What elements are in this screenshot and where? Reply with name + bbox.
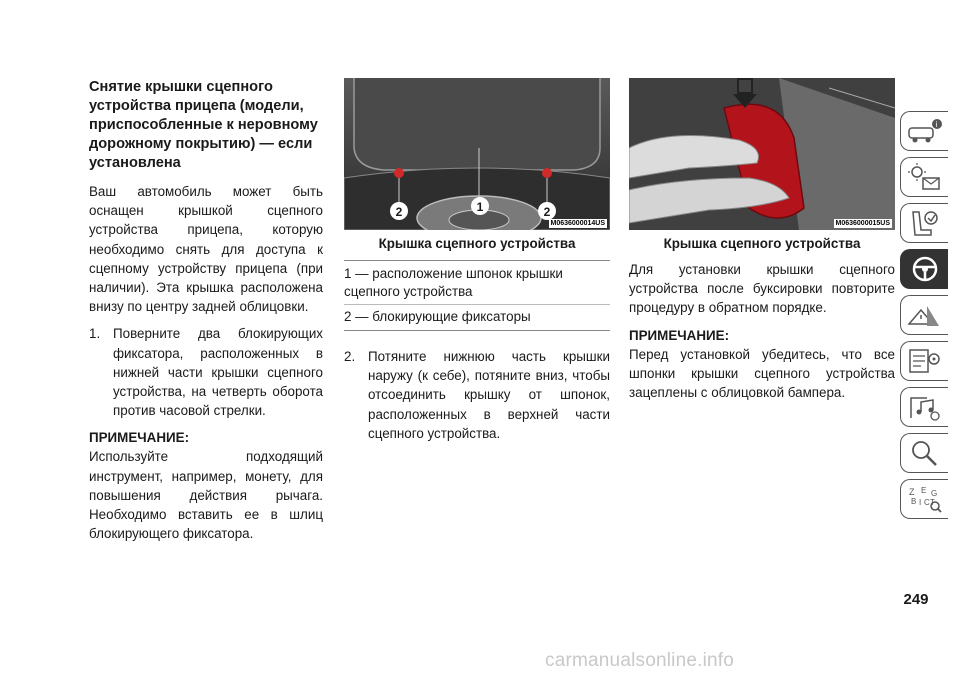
index-letter: Z xyxy=(909,487,915,497)
column-left xyxy=(89,78,323,551)
step-number: 1. xyxy=(89,326,101,342)
figure-caption: Крышка сцепного устройства xyxy=(378,236,576,251)
install-paragraph: Для установки крышки сцепного устройства после буксировки повторите процедуру в обратном порядке. xyxy=(629,262,895,316)
index-letter: B xyxy=(911,497,917,506)
tab-index[interactable] xyxy=(900,479,948,519)
note-heading: ПРИМЕЧАНИЕ: xyxy=(629,327,730,343)
page-number: 249 xyxy=(903,591,929,608)
section-title: Снятие крышки сцепного устройства прицепа (модели, приспособленные к неровному дорожному покрытию) — если установлена xyxy=(89,79,318,171)
legend-divider xyxy=(344,304,610,305)
service-icon xyxy=(907,346,943,376)
step-1 xyxy=(89,324,323,420)
index-letter: C xyxy=(924,498,930,507)
index-letter: I xyxy=(919,498,922,507)
tab-multimedia[interactable] xyxy=(900,387,948,427)
tab-search[interactable] xyxy=(900,433,948,473)
note-text: Используйте подходящий инструмент, например, монету, для повышения действия рычага. Необходимо вставить ее в шлиц блокирующего фиксатора. xyxy=(89,449,323,542)
legend-item-1: 1 — расположение шпонок крышки сцепного устройства xyxy=(344,266,563,299)
index-letter: E xyxy=(921,486,927,495)
section-tabs xyxy=(900,111,950,525)
hitch-cover-removal-illustration xyxy=(629,78,895,230)
tab-seat-safety[interactable] xyxy=(900,203,948,243)
intro-paragraph: Ваш автомобиль может быть оснащен крышкой сцепного устройства прицепа, которую необходимо снять для доступа к сцепному устройству прицепа (при наличии). Эта крышка расположена внизу по центру задней облицовки. xyxy=(89,184,323,315)
steps-list-1 xyxy=(89,324,323,420)
multimedia-icon xyxy=(907,392,943,422)
step-number: 2. xyxy=(344,349,356,364)
note-text: Перед установкой убедитесь, что все шпонки крышки сцепного устройства зацеплены с облицовкой бампера. xyxy=(629,346,895,401)
column-middle xyxy=(344,78,610,451)
seat-safety-icon xyxy=(907,208,943,238)
steering-wheel-icon xyxy=(907,254,943,284)
warning-lights-icon xyxy=(907,162,943,192)
tab-steering-wheel[interactable] xyxy=(900,249,948,289)
search-icon xyxy=(907,438,943,468)
index-letter: G xyxy=(931,489,938,498)
tab-car-info[interactable] xyxy=(900,111,948,151)
index-letter: T xyxy=(930,498,935,507)
index-icon xyxy=(907,484,943,514)
callout-1: 1 xyxy=(476,200,484,214)
callout-2-left: 2 xyxy=(395,205,403,219)
roadside-warning-icon xyxy=(907,300,943,330)
tab-roadside-warning[interactable] xyxy=(900,295,948,335)
steps-list-2 xyxy=(344,347,610,443)
figure-code: M0636000014US xyxy=(550,220,605,227)
watermark: carmanualsonline.info xyxy=(545,650,735,671)
figure-hitch-cover-location xyxy=(344,78,610,230)
column-right xyxy=(629,78,895,410)
figure-caption: Крышка сцепного устройства xyxy=(663,236,861,251)
step-text: Поверните два блокирующих фиксатора, расположенных в нижней части крышки сцепного устройства, на четверть оборота против часовой стрелки. xyxy=(113,326,323,419)
tab-warning-lights[interactable] xyxy=(900,157,948,197)
note-heading: ПРИМЕЧАНИЕ: xyxy=(89,430,190,446)
step-2 xyxy=(344,347,610,443)
figure-hitch-cover-removal xyxy=(629,78,895,230)
legend-item-2: 2 — блокирующие фиксаторы xyxy=(344,309,531,324)
svg-text:i: i xyxy=(935,120,938,129)
tab-service[interactable] xyxy=(900,341,948,381)
figure-code: M0636000015US xyxy=(835,220,890,227)
callout-2-right: 2 xyxy=(543,205,551,219)
step-text: Потяните нижнюю часть крышки наружу (к себе), потяните вниз, чтобы отсоединить крышку от шпонок, расположенных в верхней части сцепного устройства. xyxy=(368,349,610,441)
figure-legend xyxy=(344,260,610,331)
car-info-icon xyxy=(907,116,943,146)
